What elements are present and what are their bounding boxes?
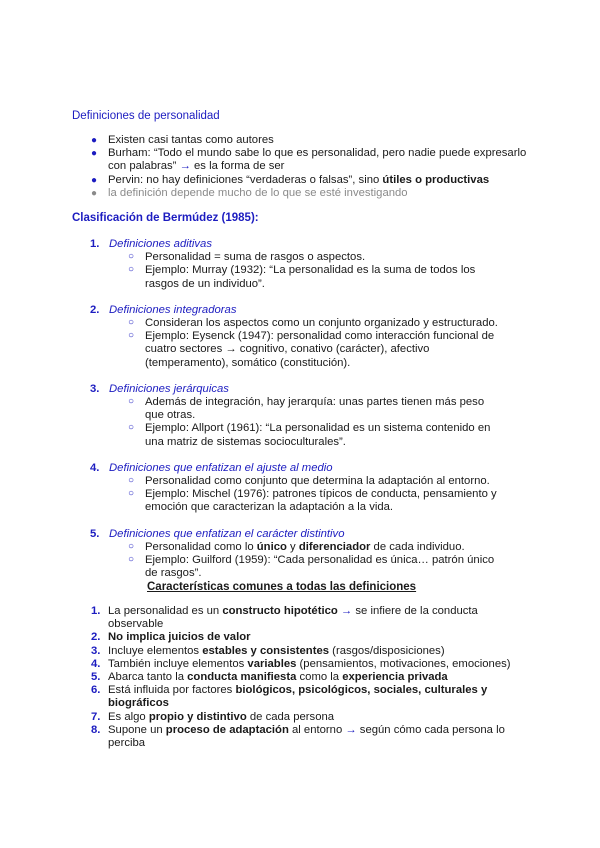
list-item: ● la definición depende mucho de lo que se esté investigando [91, 186, 408, 199]
list-item: ● Burham: “Todo el mundo sabe lo que es personalidad, pero nadie puede expresarlo con palabras” → es la forma de ser [91, 147, 527, 173]
circle-bullet-icon: ○ [128, 422, 135, 434]
section-title: Definiciones de personalidad [72, 110, 220, 122]
sub-item: ○ Ejemplo: Murray (1932): “La personalidad es la suma de todos los rasgos de un individuo”. [128, 264, 476, 290]
class-name: Definiciones aditivas [109, 238, 212, 250]
feature-item: 5. Abarca tanto la conducta manifiesta como la experiencia privada [91, 671, 448, 684]
intro-list [72, 134, 542, 200]
bullet-icon: ● [91, 174, 98, 186]
bullet-icon: ● [91, 148, 98, 160]
classification-list [72, 238, 502, 593]
sub-item: ○ Personalidad como lo único y diferenciador de cada individuo. [128, 540, 465, 553]
class-item: 1. Definiciones aditivas ○ Personalidad = suma de rasgos o aspectos. ○ Ejemplo: Murray (1932): “La personalidad es la suma de todos los rasgos de un individuo”. [72, 238, 502, 291]
class-item: 4. Definiciones que enfatizan el ajuste al medio ○ Personalidad como conjunto que determina la adaptación al entorno. ○ Ejemplo: Mischel (1976): patrones típicos de conducta, pensamiento y emoción que caracterizan la adaptación a la vida. [72, 462, 502, 515]
class-item: 3. Definiciones jerárquicas ○ Además de integración, hay jerarquía: unas partes tienen más peso que otras. ○ Ejemplo: Allport (1961): “La personalidad es un sistema contenido en una matriz de sistemas socioculturales”. [72, 383, 502, 449]
sub-item: ○ Ejemplo: Eysenck (1947): personalidad como interacción funcional de cuatro sectores → cognitivo, conativo (carácter), afectivo (temperamento), somático (constitución). [128, 330, 495, 369]
circle-bullet-icon: ○ [128, 317, 135, 329]
sub-item: ○ Personalidad como conjunto que determina la adaptación al entorno. [128, 475, 490, 488]
circle-bullet-icon: ○ [128, 251, 135, 263]
class-name: Definiciones integradoras [109, 303, 237, 316]
bullet-icon: ● [91, 135, 98, 146]
circle-bullet-icon: ○ [128, 475, 135, 487]
features-heading: Características comunes a todas las definiciones [147, 581, 417, 593]
list-item: ● Existen casi tantas como autores [91, 134, 274, 146]
circle-bullet-icon: ○ [128, 330, 135, 342]
feature-item: 2. No implica juicios de valor [91, 631, 251, 644]
classification-heading: Clasificación de Bermúdez (1985): [72, 212, 259, 224]
sub-item: ○ Personalidad = suma de rasgos o aspectos. [128, 251, 366, 264]
class-name: Definiciones jerárquicas [109, 382, 229, 395]
list-item: ● Pervin: no hay definiciones “verdaderas o falsas”, sino útiles o productivas [91, 173, 490, 186]
class-name: Definiciones que enfatizan el ajuste al medio [109, 461, 333, 474]
feature-item: 4. También incluye elementos variables (pensamientos, motivaciones, emociones) [91, 657, 511, 670]
feature-item: 6. Está influida por factores biológicos, psicológicos, sociales, culturales y biográficos [91, 684, 488, 710]
sub-item: ○ Ejemplo: Guilford (1959): “Cada personalidad es única… patrón único de rasgos”. [128, 554, 495, 580]
class-name: Definiciones que enfatizan el carácter distintivo [109, 527, 345, 540]
bullet-icon: ● [91, 187, 98, 199]
circle-bullet-icon: ○ [128, 554, 135, 566]
feature-item: 8. Supone un proceso de adaptación al entorno → según cómo cada persona lo perciba [91, 723, 505, 750]
class-item: 5. Definiciones que enfatizan el carácter distintivo ○ Personalidad como lo único y diferenciador de cada individuo. ○ Ejemplo: Guilford (1959): “Cada personalidad es única… patrón único de rasgos”. [72, 528, 502, 581]
feature-item: 3. Incluye elementos estables y consistentes (rasgos/disposiciones) [91, 644, 445, 657]
features-list [72, 605, 512, 750]
circle-bullet-icon: ○ [128, 396, 135, 408]
sub-item: ○ Ejemplo: Mischel (1976): patrones típicos de conducta, pensamiento y emoción que caracterizan la adaptación a la vida. [128, 488, 497, 514]
feature-item: 7. Es algo propio y distintivo de cada persona [91, 710, 335, 723]
sub-item: ○ Ejemplo: Allport (1961): “La personalidad es un sistema contenido en una matriz de sistemas socioculturales”. [128, 422, 491, 448]
circle-bullet-icon: ○ [128, 488, 135, 500]
circle-bullet-icon: ○ [128, 540, 135, 552]
feature-item: 1. La personalidad es un constructo hipotético → se infiere de la conducta observable [91, 605, 478, 631]
sub-item: ○ Consideran los aspectos como un conjunto organizado y estructurado. [128, 317, 498, 330]
class-item: 2. Definiciones integradoras ○ Consideran los aspectos como un conjunto organizado y estructurado. ○ Ejemplo: Eysenck (1947): personalidad como interacción funcional de cuatro sectores → cognitivo, conativo (carácter), afectivo (temperamento), somático (constitución). [72, 304, 502, 370]
circle-bullet-icon: ○ [128, 264, 135, 276]
sub-item: ○ Además de integración, hay jerarquía: unas partes tienen más peso que otras. [128, 396, 485, 422]
